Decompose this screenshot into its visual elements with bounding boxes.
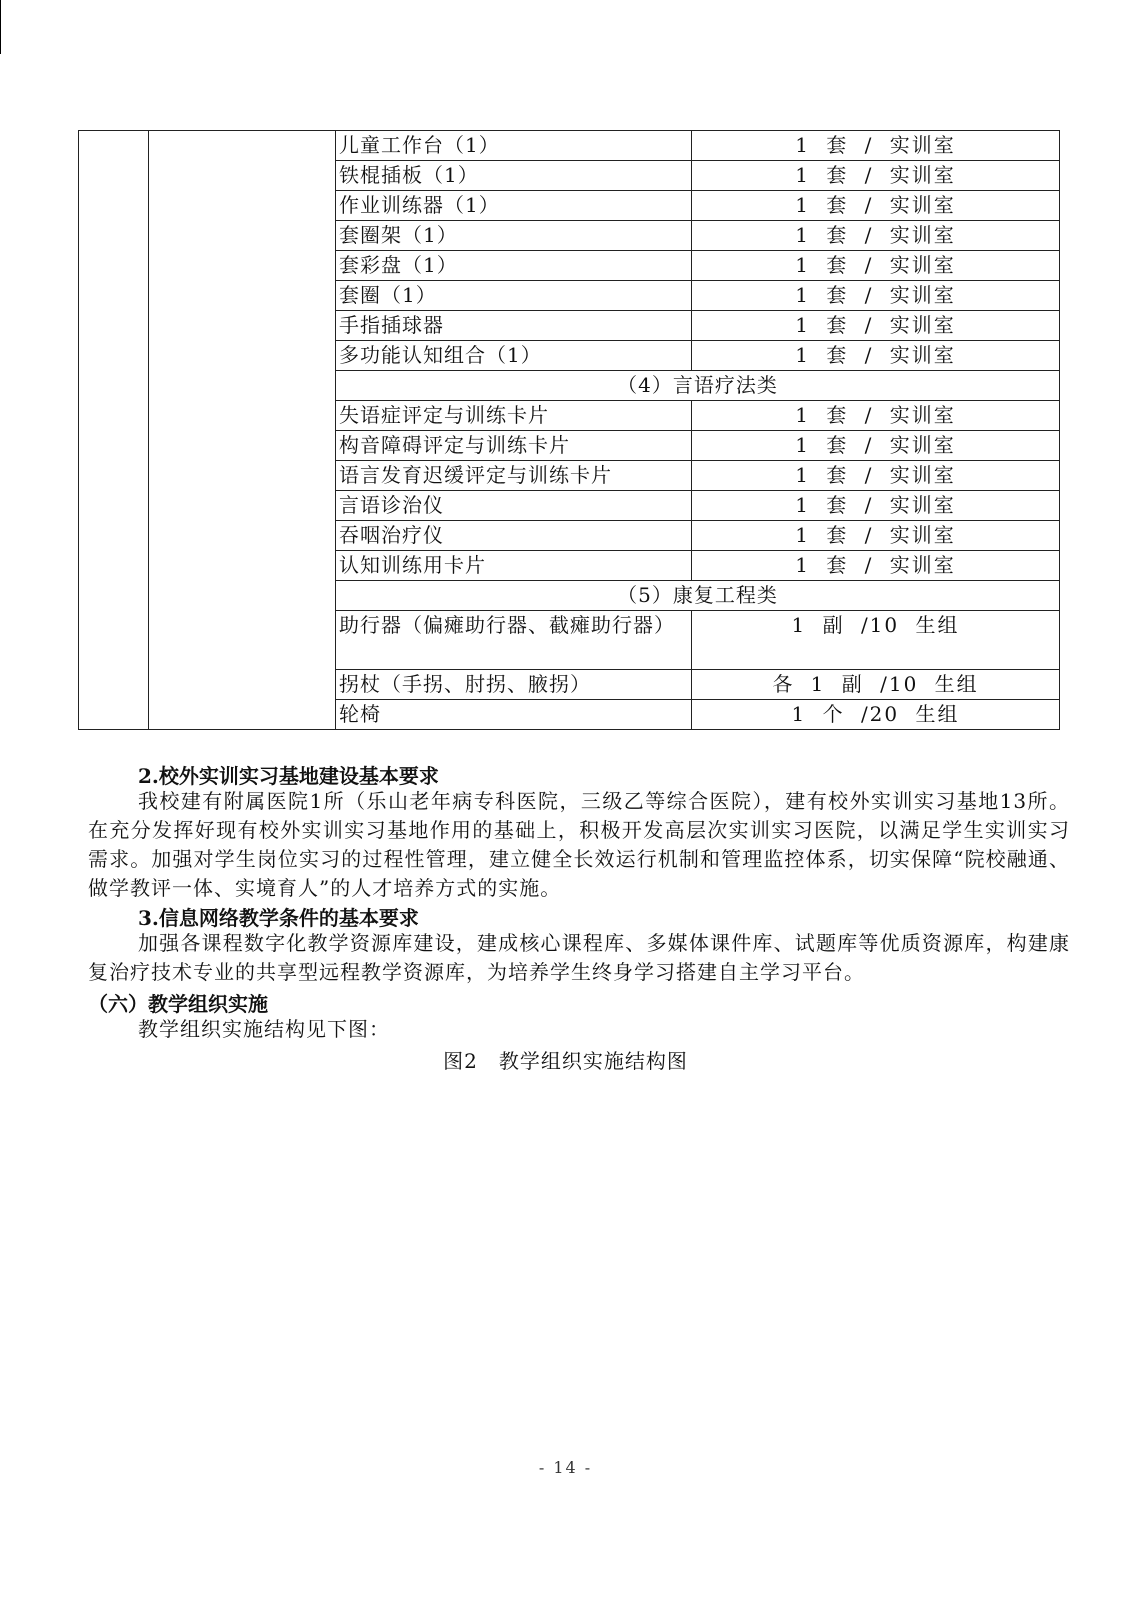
equipment-name: 拐杖（手拐、肘拐、腋拐） <box>336 670 692 700</box>
equipment-quantity: 1 套 / 实训室 <box>692 401 1060 431</box>
equipment-quantity: 1 套 / 实训室 <box>692 251 1060 281</box>
section-heading-network: 3.信息网络教学条件的基本要求 <box>138 906 419 930</box>
category-label: （5）康复工程类 <box>336 581 1060 611</box>
equipment-quantity: 1 套 / 实训室 <box>692 551 1060 581</box>
offcampus-paragraph: 我校建有附属医院1所（乐山老年病专科医院，三级乙等综合医院），建有校外实训实习基地13所。在充分发挥好现有校外实训实习基地作用的基础上，积极开发高层次实训实习医院，以满足学生实训实习需求。加强对学生岗位实习的过程性管理，建立健全长效运行机制和管理监控体系，切实保障“院校融通、做学教评一体、实境育人”的人才培养方式的实施。 <box>88 789 1070 900</box>
equipment-name: 语言发育迟缓评定与训练卡片 <box>336 461 692 491</box>
category-label: （4）言语疗法类 <box>336 371 1060 401</box>
equipment-name: 套圈（1） <box>336 281 692 311</box>
table-row <box>79 131 1060 161</box>
network-paragraph-block <box>88 929 1070 987</box>
equipment-quantity: 1 套 / 实训室 <box>692 161 1060 191</box>
equipment-name: 套彩盘（1） <box>336 251 692 281</box>
equipment-quantity: 1 套 / 实训室 <box>692 461 1060 491</box>
equipment-quantity: 1 套 / 实训室 <box>692 221 1060 251</box>
equipment-name: 多功能认知组合（1） <box>336 341 692 371</box>
equipment-name: 作业训练器（1） <box>336 191 692 221</box>
equipment-table <box>78 130 1060 730</box>
equipment-name: 失语症评定与训练卡片 <box>336 401 692 431</box>
equipment-name: 铁棍插板（1） <box>336 161 692 191</box>
equipment-quantity: 1 副 /10 生组 <box>692 611 1060 670</box>
equipment-quantity: 1 套 / 实训室 <box>692 191 1060 221</box>
equipment-quantity: 1 套 / 实训室 <box>692 431 1060 461</box>
equipment-name: 助行器（偏瘫助行器、截瘫助行器） <box>336 611 692 670</box>
equipment-quantity: 1 套 / 实训室 <box>692 491 1060 521</box>
equipment-name: 认知训练用卡片 <box>336 551 692 581</box>
equipment-name: 构音障碍评定与训练卡片 <box>336 431 692 461</box>
teaching-org-paragraph-block <box>88 1015 1070 1044</box>
equipment-quantity: 1 套 / 实训室 <box>692 131 1060 161</box>
equipment-quantity: 1 套 / 实训室 <box>692 281 1060 311</box>
table-empty-cell-b <box>149 131 336 730</box>
equipment-table-body <box>79 131 1060 730</box>
equipment-name: 言语诊治仪 <box>336 491 692 521</box>
equipment-quantity: 各 1 副 /10 生组 <box>692 670 1060 700</box>
network-paragraph: 加强各课程数字化教学资源库建设，建成核心课程库、多媒体课件库、试题库等优质资源库，构建康复治疗技术专业的共享型远程教学资源库，为培养学生终身学习搭建自主学习平台。 <box>88 931 1070 984</box>
teaching-org-paragraph: 教学组织实施结构见下图： <box>138 1017 390 1041</box>
section-heading-teaching-org: （六）教学组织实施 <box>88 992 268 1016</box>
equipment-name: 吞咽治疗仪 <box>336 521 692 551</box>
page-number: - 14 - <box>538 1458 593 1477</box>
equipment-quantity: 1 套 / 实训室 <box>692 521 1060 551</box>
table-empty-cell-a <box>79 131 149 730</box>
equipment-name: 套圈架（1） <box>336 221 692 251</box>
page-edge-mark <box>0 0 1 54</box>
equipment-name: 儿童工作台（1） <box>336 131 692 161</box>
equipment-quantity: 1 套 / 实训室 <box>692 311 1060 341</box>
figure-caption: 图2 教学组织实施结构图 <box>443 1049 688 1073</box>
offcampus-paragraph-block <box>88 787 1070 903</box>
equipment-quantity: 1 个 /20 生组 <box>692 700 1060 730</box>
section-heading-offcampus: 2.校外实训实习基地建设基本要求 <box>138 764 439 788</box>
equipment-name: 轮椅 <box>336 700 692 730</box>
equipment-quantity: 1 套 / 实训室 <box>692 341 1060 371</box>
equipment-name: 手指插球器 <box>336 311 692 341</box>
